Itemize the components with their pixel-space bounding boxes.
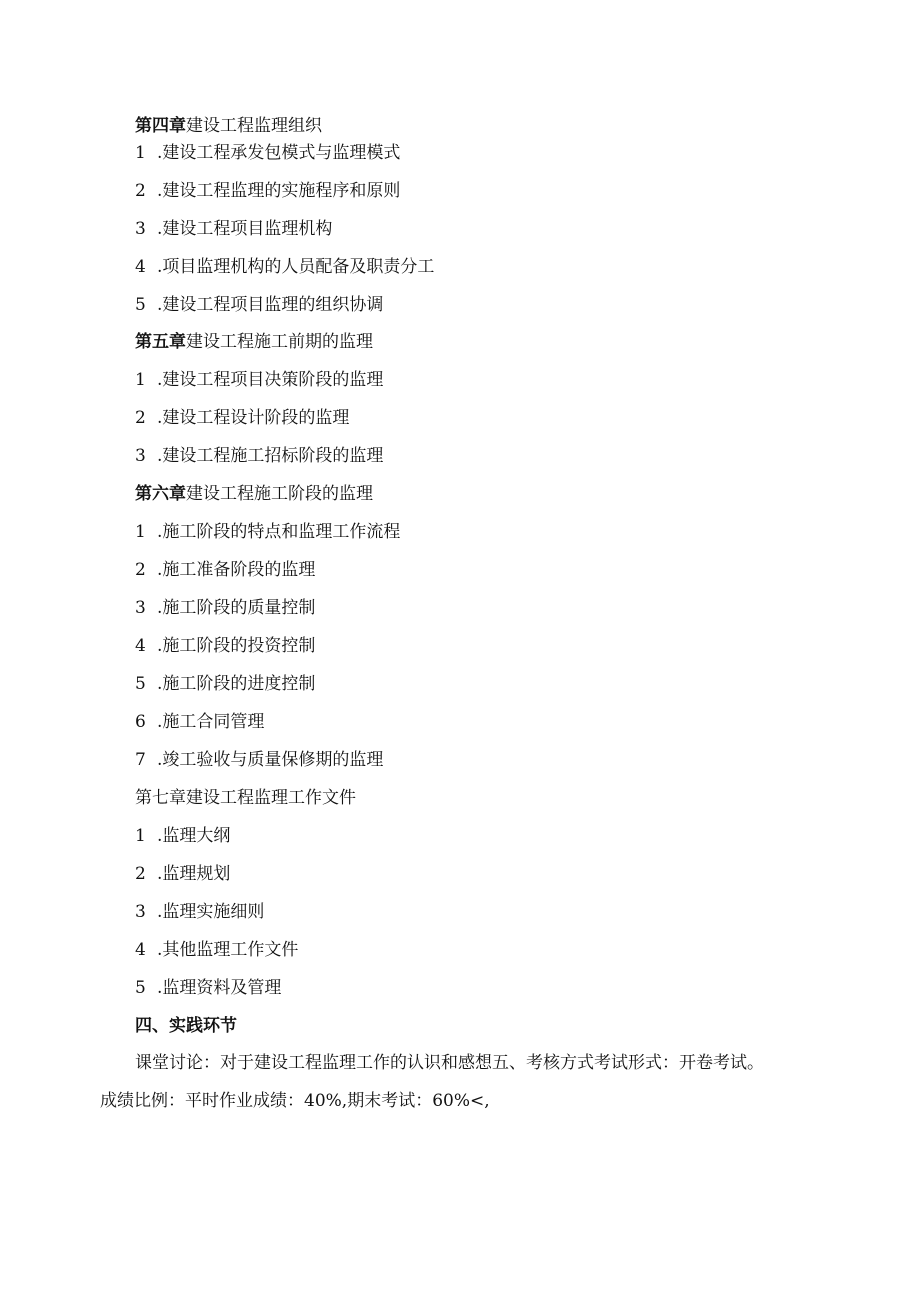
item-text: .监理资料及管理 [157, 978, 282, 998]
list-item [135, 939, 298, 961]
item-number: 2 [135, 560, 146, 580]
list-item [135, 142, 400, 164]
item-text: .施工阶段的质量控制 [157, 598, 316, 618]
item-text: .竣工验收与质量保修期的监理 [157, 750, 384, 770]
paragraph-line: 成绩比例：平时作业成绩：40%,期末考试：60%<, [100, 1091, 490, 1111]
list-item [135, 901, 264, 923]
item-number: 4 [135, 257, 146, 277]
chapter-heading [135, 115, 322, 137]
item-number: 1 [135, 522, 146, 542]
chapter-title: 建设工程监理工作文件 [186, 788, 356, 808]
item-number: 2 [135, 864, 146, 884]
item-number: 7 [135, 750, 146, 770]
item-text: .建设工程项目监理的组织协调 [157, 295, 384, 315]
item-text: .建设工程项目监理机构 [157, 219, 333, 239]
item-number: 1 [135, 370, 146, 390]
chapter-number: 第七章 [135, 788, 186, 808]
item-text: .施工准备阶段的监理 [157, 560, 316, 580]
list-item [135, 445, 383, 467]
list-item [135, 635, 315, 657]
chapter-title: 建设工程监理组织 [186, 116, 322, 136]
chapter-heading [135, 331, 373, 353]
item-number: 5 [135, 978, 146, 998]
list-item [135, 294, 383, 316]
list-item [135, 673, 315, 695]
chapter-heading [135, 483, 373, 505]
item-number: 1 [135, 143, 146, 163]
item-text: .其他监理工作文件 [157, 940, 299, 960]
list-item [135, 559, 315, 581]
chapter-title: 建设工程施工阶段的监理 [186, 484, 373, 504]
item-text: .监理规划 [157, 864, 231, 884]
list-item [135, 711, 264, 733]
item-number: 1 [135, 826, 146, 846]
item-number: 3 [135, 446, 146, 466]
list-item [135, 369, 383, 391]
item-text: .建设工程项目决策阶段的监理 [157, 370, 384, 390]
item-number: 6 [135, 712, 146, 732]
item-text: .建设工程施工招标阶段的监理 [157, 446, 384, 466]
section-heading: 四、实践环节 [135, 1016, 237, 1036]
list-item [135, 256, 434, 278]
item-text: .施工合同管理 [157, 712, 265, 732]
list-item [135, 825, 230, 847]
item-text: .建设工程监理的实施程序和原则 [157, 181, 401, 201]
item-number: 3 [135, 598, 146, 618]
item-number: 4 [135, 940, 146, 960]
chapter-title: 建设工程施工前期的监理 [186, 332, 373, 352]
list-item [135, 180, 400, 202]
item-number: 5 [135, 295, 146, 315]
list-item [135, 749, 383, 771]
chapter-heading [135, 787, 356, 809]
item-number: 3 [135, 902, 146, 922]
item-text: .施工阶段的特点和监理工作流程 [157, 522, 401, 542]
list-item [135, 521, 400, 543]
item-text: .监理实施细则 [157, 902, 265, 922]
item-number: 4 [135, 636, 146, 656]
list-item [135, 597, 315, 619]
list-item [135, 407, 349, 429]
list-item [135, 863, 230, 885]
item-text: .监理大纲 [157, 826, 231, 846]
item-text: .建设工程设计阶段的监理 [157, 408, 350, 428]
item-text: .施工阶段的投资控制 [157, 636, 316, 656]
item-text: .建设工程承发包模式与监理模式 [157, 143, 401, 163]
item-number: 2 [135, 408, 146, 428]
paragraph-line: 课堂讨论：对于建设工程监理工作的认识和感想五、考核方式考试形式：开卷考试。 [135, 1053, 764, 1073]
item-text: .施工阶段的进度控制 [157, 674, 316, 694]
chapter-number: 第六章 [135, 484, 186, 504]
item-text: .项目监理机构的人员配备及职责分工 [157, 257, 435, 277]
item-number: 2 [135, 181, 146, 201]
item-number: 5 [135, 674, 146, 694]
item-number: 3 [135, 219, 146, 239]
list-item [135, 977, 281, 999]
list-item [135, 218, 332, 240]
chapter-number: 第四章 [135, 116, 186, 136]
chapter-number: 第五章 [135, 332, 186, 352]
